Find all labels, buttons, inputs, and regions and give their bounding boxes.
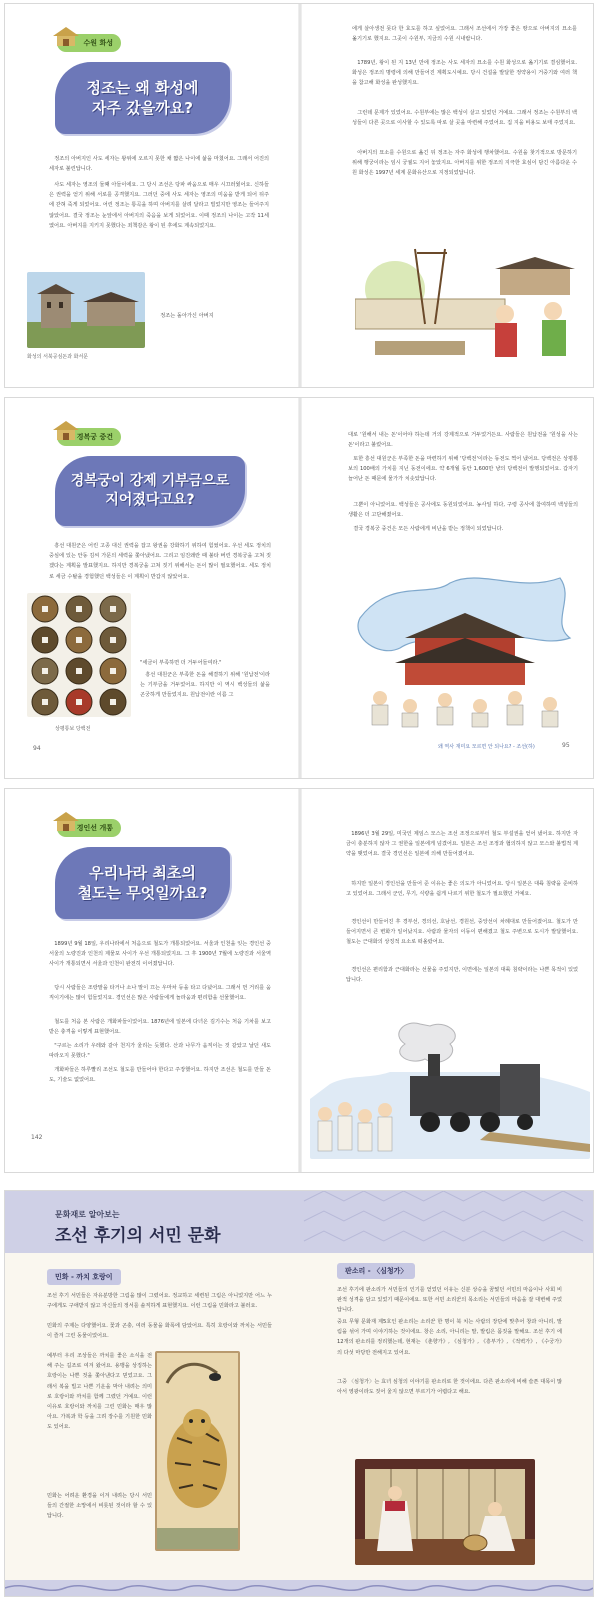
topic-tag: [57, 428, 121, 446]
topic-tag-label: 경복궁 중건: [57, 428, 121, 446]
magpie-tiger-painting: [155, 1351, 240, 1551]
topic-tag: [57, 819, 121, 837]
coin-hole: [110, 668, 116, 674]
section-title-box: [55, 456, 245, 526]
coin-hole: [76, 637, 82, 643]
bottom-border-pattern: [5, 1580, 593, 1596]
paragraph: 민화의 주제는 다양했어요. 꽃과 곤충, 여러 동물을 화폭에 담았어요. 특히 호랑이와 까치는 서민들이 즐겨 그린 동물이었어요.: [47, 1323, 272, 1340]
paragraph: 아버지의 묘소를 수원으로 옮긴 뒤 정조는 자주 화성에 행차했어요. 수원을 찾기적으로 방문하기 위해 행궁이라는 임시 궁궐도 지어 놓았지요. 아버지를 위한 정조의 지극한 효심이 담긴 아름다운 수원 화성은 1997년 세계 문화유산으로 지정되었답니다.: [352, 150, 577, 177]
section-title-box: [55, 847, 230, 919]
paragraph: 또한 흥선 대원군은 부족한 돈을 마련하기 위해 '당백전'이라는 동전도 찍어 냈어요. 당백전은 상평통보의 100배의 가치를 지닌 동전이에요. 약 6개월 동안 1,600만 냥의 당백전이 발행되었어요. 갑자기 늘어난 돈 때문에 물가가 치솟았답니다.: [348, 456, 578, 483]
coins-photo: [27, 593, 131, 717]
spread-gyeongin-line: [4, 788, 594, 1173]
paragraph: 정조의 아버지인 사도 세자는 왕위에 오르지 못한 채 짧은 나이에 삶을 마쳤어요. 그래서 어진의 세자로 불린답니다.: [49, 156, 269, 173]
right-page: [300, 789, 594, 1172]
paragraph: 개화파들은 하루빨리 조선도 철도를 만들어야 한다고 주장했어요. 하지만 조선은 철도를 만들 돈도, 기술도 없었어요.: [49, 1067, 271, 1084]
section-title-box: [55, 62, 230, 134]
right-page: [300, 398, 594, 778]
page-number: 142: [31, 1134, 43, 1141]
king-jeongjo-illustration: [355, 229, 580, 369]
paragraph: 그런데 문제가 있었어요. 수원부에는 많은 백성이 살고 있었던 거예요. 그래서 정조는 수원부의 백성들이 다른 곳으로 이사할 수 있도록 따로 살 곳을 마련해 주었어요. 집 지을 비용도 보태 주었지요.: [352, 110, 577, 127]
paragraph-quote: "세금이 부족하면 더 거두어들여라.": [140, 660, 222, 666]
coin-hole: [42, 637, 48, 643]
coin-hole: [42, 699, 48, 705]
topic-tag-label: 수원 화성: [57, 34, 121, 52]
pavilion-icon: [51, 809, 81, 835]
pavilion-icon: [51, 24, 81, 50]
paragraph: 1896년 3월 29일, 미국인 제임스 모스는 조선 조정으로부터 철도 부설권을 얻어 냈어요. 하지만 자금이 충분하지 않자 그 권한을 일본에게 넘겼어요. 일본은 조선 조정과 협의하지 않고 모스와 불법적 계약을 맺었어요. 결국 경인선은 일본에 의해 만들어졌어요.: [346, 831, 578, 858]
pavilion-icon: [51, 418, 81, 444]
photo-caption: 화성의 서북공심돈과 화서문: [27, 354, 89, 360]
running-head: 왜 역사 재미요 모르면 안 되나요? - 조선(하): [438, 744, 535, 750]
section-title: 경복궁이 강제 기부금으로 지어졌다고요?: [70, 473, 230, 508]
coin-hole: [42, 668, 48, 674]
section-title: 정조는 왜 화성에 자주 갔을까요?: [86, 78, 199, 117]
page-number: 95: [562, 742, 570, 749]
coin-hole: [110, 606, 116, 612]
page-number: 94: [33, 745, 41, 752]
paragraph: 철도를 처음 본 사람은 개화파들이었어요. 1876년에 일본에 다녀온 김기수는 처음 기차를 보고 받은 충격을 이렇게 표현했어요.: [49, 1019, 271, 1036]
topic-label-pansori: 판소리 - 〈심청가〉: [337, 1263, 415, 1279]
coin-hole: [76, 668, 82, 674]
paragraph: 중요 무형 문화재 제5호인 판소리는 소리꾼 한 명이 북 치는 사람의 장단에 맞추어 창과 아니리, 발림을 섞어 가며 이야기하는 것이에요. 창은 소리, 아니리는 말, 발림은 몸짓을 말해요. 조선 후기 에 12개의 판소리를 정리했는데, 현재는 《춘향가》, 《심청가》, 《흥부가》, 《적벽가》, 《수궁가》의 다섯 마당만 전해지고 있어요.: [337, 1319, 562, 1356]
coin-hole: [76, 606, 82, 612]
topic-tag-label: 경인선 개통: [57, 819, 121, 837]
topic-label-minhwa: 민화 - 까치 호랑이: [47, 1269, 121, 1285]
paragraph: 흥선 대원군은 어린 고종 대신 권력을 잡고 왕권을 강화하기 위하여 힘썼어요. 우선 세도 정치의 중심에 있는 안동 김씨 가문의 세력을 쫓아냈어요. 그리고 임진왜란 때 불타 버린 경복궁을 고쳐 짓겠다는 계획을 발표했지요. 하지만 경복궁을 고쳐 짓기 위해서는 돈이 많이 필요했어요. 세도 정치로 세금 수탈을 경험했던 백성들은 이 계획이 반갑지 않았어요.: [49, 543, 271, 580]
pansori-performance-photo: [355, 1459, 535, 1565]
paragraph: 하지만 일본이 경인선을 만들어 준 이유는 좋은 의도가 아니었어요. 당시 일본은 대륙 침략을 준비하고 있었어요. 그래서 군인, 무기, 식량을 쉽게 나르기 위한 철도가 필요했던 거예요.: [346, 881, 578, 898]
section-title: 조선 후기의 서민 문화: [55, 1226, 221, 1246]
spread-suwon-hwaseong: [4, 3, 594, 388]
paragraph: 그중 〈심청가〉는 효녀 심청의 이야기를 판소리로 한 것이에요. 다른 판소리에 비해 슬픈 대목이 많아서 영광이라도 짓어 울지 않으면 부르기가 어렵다고 해요.: [337, 1379, 562, 1396]
paragraph: 에게 살아생전 못다 한 효도를 하고 싶었어요. 그래서 조선에서 가장 좋은 땅으로 아버지의 묘소를 옮기기로 했지요. 그곳이 수원부, 지금의 수원 시내랍니다.: [352, 26, 577, 43]
paragraph: 결국 경복궁 중건은 모든 사람에게 비난을 받는 정책이 되었답니다.: [353, 526, 504, 532]
paragraph: 흥선 대원군은 부족한 돈을 해결하기 위해 '원납전'이라는 기부금을 거두었어요. 하지만 이 역시 백성들의 삶을 곤궁하게 만들었지요. 원납전이란 이름 그: [140, 672, 270, 699]
coin-hole: [42, 606, 48, 612]
right-page: [300, 4, 594, 387]
paragraph: 조선 후기에 판소리가 서민들의 인기를 얻었던 이유는 신분 상승을 꿈꿨던 서민의 마음이나 사회 비판적 성격을 담고 있었기 때문이에요. 또한 서민 소리꾼의 목소리는 서민들의 마음을 잘 대변해 주었답니다.: [337, 1287, 562, 1314]
coin-hole: [76, 699, 82, 705]
paragraph: 경인선은 편리함과 근대화라는 선물을 주었지만, 이면에는 일본의 대륙 침략이라는 나쁜 목적이 있었답니다.: [346, 967, 578, 984]
spread-gyeongbokgung: [4, 397, 594, 779]
left-page: [5, 4, 300, 387]
paragraph: 1899년 9월 18일, 우리나라에서 처음으로 철도가 개통되었어요. 서울과 인천을 잇는 경인선 중 서울의 노량진과 인천의 제물포 사이가 우선 개통되었지요. 그 후 1900년 7월에 노량진과 서울역 사이가 개통되면서 서울과 인천이 완전히 이어졌답니다.: [49, 941, 271, 968]
steam-train-illustration: [310, 1014, 590, 1159]
section-subtitle: 문화재로 알아보는: [55, 1210, 120, 1219]
paragraph: 민화는 어려운 환경을 이겨 내려는 당시 서민들의 간절한 소망에서 비롯된 것이라 할 수 있답니다.: [47, 1493, 152, 1520]
hwaseong-fortress-photo: [27, 272, 145, 348]
paragraph: 대로 '원해서 내는 돈'이어야 하는데 거의 강제적으로 거두었거든요. 사람들은 원납전을 '원성을 사는 돈'이라고 불렀어요.: [348, 432, 578, 449]
palace-construction-illustration: [350, 568, 580, 728]
left-page: [5, 398, 300, 778]
joseon-folk-culture-page: [4, 1190, 594, 1597]
paragraph: 예부터 우리 조상들은 까치를 좋은 소식을 전해 주는 길조로 여겨 왔어요. 용맹을 상징하는 호랑이는 나쁜 것을 쫓아낸다고 믿었고요. 그래서 복을 빌고 나쁜 기운을 막아 내려는 의미로 호랑이와 까치를 함께 그렸던 거예요. 이런 이유로 호랑이와 까치를 그린 민화는 매우 많아요. 가복과 학 등을 그려 장수를 기원한 민화도 있어요.: [47, 1353, 152, 1431]
photo-caption: 상평통보 당백전: [55, 726, 91, 732]
paragraph: 1789년, 왕이 된 지 13년 만에 정조는 사도 세자의 묘소를 수원 화성으로 옮기기로 결심했어요. 화성은 정조의 명령에 의해 만들어진 계획도시예요. 당시 건설을 발달한 정약용이 거중기와 여러 책을 참고해 화성을 완성했지요.: [352, 60, 577, 87]
paragraph: 조선 후기 서민들은 자유분방한 그림을 많이 그렸어요. 정교하고 세련된 그림은 아니었지만 어느 누구에게도 구애받지 않고 자신들의 정서를 솔직하게 표현했지요. 이런 그림을 민화라고 불러요.: [47, 1293, 272, 1310]
paragraph: 경인선이 만들어진 후 경부선, 경의선, 호남선, 경원선, 중앙선이 차례대로 만들어졌어요. 철도가 만들어지면서 큰 변화가 일어났지요. 사람과 물자의 이동이 편해졌고 철도 주변으로 도시가 발달했어요. 철도는 근대화의 상징적 요소로 떠올랐어요.: [346, 919, 578, 946]
coin-hole: [110, 699, 116, 705]
paragraph: 당시 사람들은 조랑말을 타거나 소나 말이 끄는 우마차 등을 타고 다녔어요. 그래서 먼 거리를 움직이기에는 많이 힘들었지요. 경인선은 많은 사람들에게 놀라움과 편리함을 선물했어요.: [49, 985, 271, 1002]
section-title: 우리나라 최초의 철도는 무엇일까요?: [77, 863, 208, 902]
coin-hole: [110, 637, 116, 643]
paragraph: 정조는 돌아가신 아버지: [160, 313, 214, 319]
paragraph: 그뿐이 아니었어요. 백성들은 공사에도 동원되었어요. 농사일 하다, 구령 공사에 참여하며 백성들의 생활은 더 고단해졌어요.: [348, 502, 578, 519]
left-page: [5, 789, 300, 1172]
topic-tag: [57, 34, 121, 52]
paragraph-quote: "구르는 소리가 우레와 같아 천지가 울리는 듯했다. 산과 나무가 움직이는 것 같았고 날던 새도 따라오지 못했다.": [49, 1043, 271, 1060]
paragraph: 사도 세자는 영조의 둘째 아들이에요. 그 당시 조선은 당파 싸움으로 매우 시끄러웠어요. 신하들은 권력을 얻기 위해 서로를 공격했지요. 그러던 중에 사도 세자는 영조의 미움을 받게 되어 뒤주에 갇혀 죽게 되었어요. 어린 정조는 통곡을 하며 아버지를 살려 달라고 빌었지만 영조는 들어주지 않았어요. 결국 정조는 눈앞에서 아버지의 죽음을 보게 되었어요. 이때 정조의 나이는 고작 11세였어요. 아버지를 지키지 못했다는 죄책감은 왕이 된 후에도 계속되었지요.: [49, 182, 269, 229]
